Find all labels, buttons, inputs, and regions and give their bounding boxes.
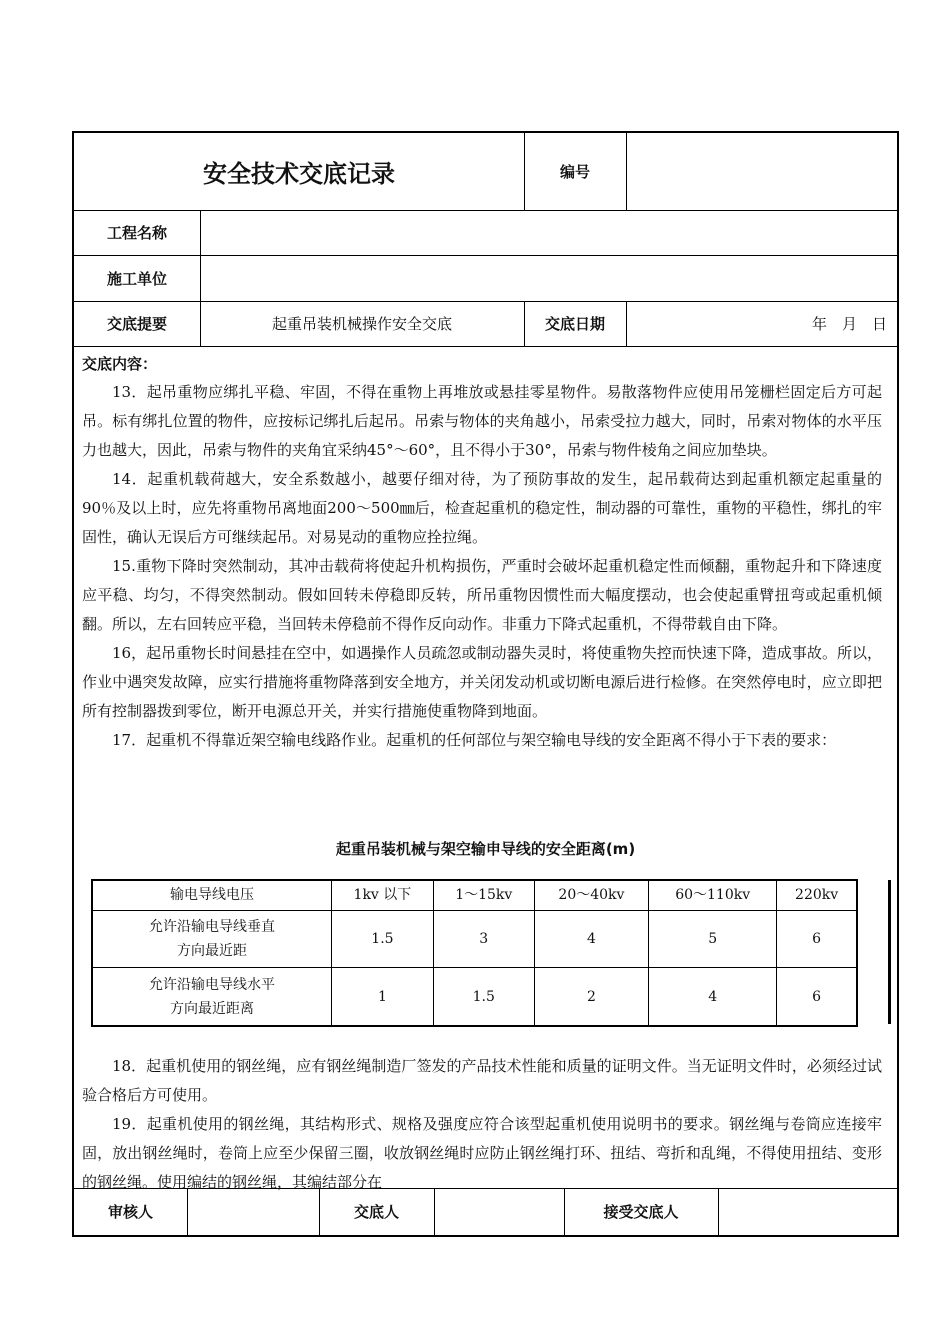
row-label-line: 允许沿输电导线水平 — [149, 976, 275, 993]
header-cell: 输电导线电压 — [92, 880, 332, 910]
row-label-line: 允许沿输电导线垂直 — [149, 918, 275, 935]
paragraph-19: 19．起重机使用的钢丝绳，其结构形式、规格及强度应符合该型起重机使用说明书的要求。钢丝绳与卷筒应连接牢固，放出钢丝绳时，卷筒上应至少保留三圈，收放钢丝绳时应防止钢丝绳打环、扭结、弯折和乱绳，不得使用扭结、变形的钢丝绳。使用编结的钢丝绳，其编结部分在 — [82, 1115, 882, 1191]
summary-value: 起重吊装机械操作安全交底 — [271, 315, 452, 333]
table-title: 起重吊装机械与架空输申导线的安全距离(m) — [335, 840, 636, 858]
safety-distance-table — [91, 879, 858, 1027]
table-cell: 3 — [433, 910, 534, 968]
summary-label: 交底提要 — [106, 315, 167, 333]
table-cell: 1 — [332, 968, 434, 1026]
disclosure-content-continued — [82, 1052, 882, 1197]
row-label-line: 方向最近距离 — [170, 1000, 254, 1017]
date-field[interactable]: 年 月 日 — [811, 315, 887, 333]
project-name-label: 工程名称 — [106, 224, 167, 242]
table-cell: 6 — [777, 968, 857, 1026]
table-row — [92, 968, 857, 1026]
paragraph-14: 14．起重机载荷越大，安全系数越小，越要仔细对待，为了预防事故的发生，起吊载荷达到起重机额定起重量的90％及以上时，应先将重物吊离地面200～500㎜后，检查起重机的稳定性，制动器的可靠性，重物的平稳性，绑扎的牢固性，确认无误后方可继续起吊。对易晃动的重物应拴拉绳。 — [82, 470, 882, 546]
date-label: 交底日期 — [544, 315, 605, 333]
header-cell: 1～15kv — [433, 880, 534, 910]
table-cell: 6 — [777, 910, 857, 968]
header-cell: 20～40kv — [534, 880, 648, 910]
table-row — [92, 910, 857, 968]
table-cell: 1.5 — [433, 968, 534, 1026]
number-label: 编号 — [559, 163, 590, 181]
reviewer-label: 审核人 — [107, 1203, 153, 1221]
rule-4 — [74, 346, 897, 347]
header-cell: 60～110kv — [649, 880, 777, 910]
page-title: 安全技术交底记录 — [203, 160, 395, 188]
unit-field[interactable] — [200, 255, 897, 301]
row-label — [92, 968, 332, 1026]
paragraph-18: 18．起重机使用的钢丝绳，应有钢丝绳制造厂签发的产品技术性能和质量的证明文件。当无证明文件时，必须经过试验合格后方可使用。 — [82, 1057, 882, 1104]
paragraph-15: 15.重物下降时突然制动，其冲击载荷将使起升机构损伤，严重时会破坏起重机稳定性而倾翻，重物起升和下降速度应平稳、均匀，不得突然制动。假如回转未停稳即反转，所吊重物因惯性而大幅度摆动，也会使起重臂扭弯或起重机倾翻。所以，左右回转应平稳，当回转未停稳前不得作反向动作。非重力下降式起重机，不得带载自由下降。 — [82, 557, 882, 633]
paragraph-17: 17．起重机不得靠近架空输电线路作业。起重机的任何部位与架空输电导线的安全距离不得小于下表的要求： — [112, 731, 837, 749]
header-cell: 220kv — [777, 880, 857, 910]
disclosure-content — [82, 350, 882, 755]
project-name-field[interactable] — [200, 210, 897, 255]
unit-label: 施工单位 — [106, 269, 167, 288]
row-label — [92, 910, 332, 968]
table-cell: 2 — [534, 968, 648, 1026]
content-label: 交底内容： — [82, 355, 158, 373]
margin-rule — [888, 880, 891, 1024]
table-cell: 4 — [649, 968, 777, 1026]
table-header-row — [92, 880, 857, 910]
table-cell: 5 — [649, 910, 777, 968]
header-cell: 1kv 以下 — [332, 880, 434, 910]
paragraph-13: 13．起吊重物应绑扎平稳、牢固，不得在重物上再堆放或悬挂零星物件。易散落物件应使用吊笼栅栏固定后方可起吊。标有绑扎位置的物件，应按标记绑扎后起吊。吊索与物体的夹角越小，吊索受拉力越大，同时，吊索对物体的水平压力也越大，因此，吊索与物件的夹角宜采纳45°～60°，且不得小于30°，吊索与物件棱角之间应加垫块。 — [82, 383, 882, 459]
receiver-label: 接受交底人 — [603, 1203, 679, 1221]
paragraph-16: 16，起吊重物长时间悬挂在空中，如遇操作人员疏忽或制动器失灵时，将使重物失控而快速下降，造成事故。所以，作业中遇突发故障，应实行措施将重物降落到安全地方，并关闭发动机或切断电源后进行检修。在突然停电时，应立即把所有控制器拨到零位，断开电源总开关，并实行措施使重物降到地面。 — [82, 644, 882, 720]
row-label-line: 方向最近距 — [177, 942, 247, 959]
number-field[interactable] — [626, 133, 897, 210]
table-cell: 4 — [534, 910, 648, 968]
discloser-label: 交底人 — [353, 1203, 399, 1221]
table-cell: 1.5 — [332, 910, 434, 968]
